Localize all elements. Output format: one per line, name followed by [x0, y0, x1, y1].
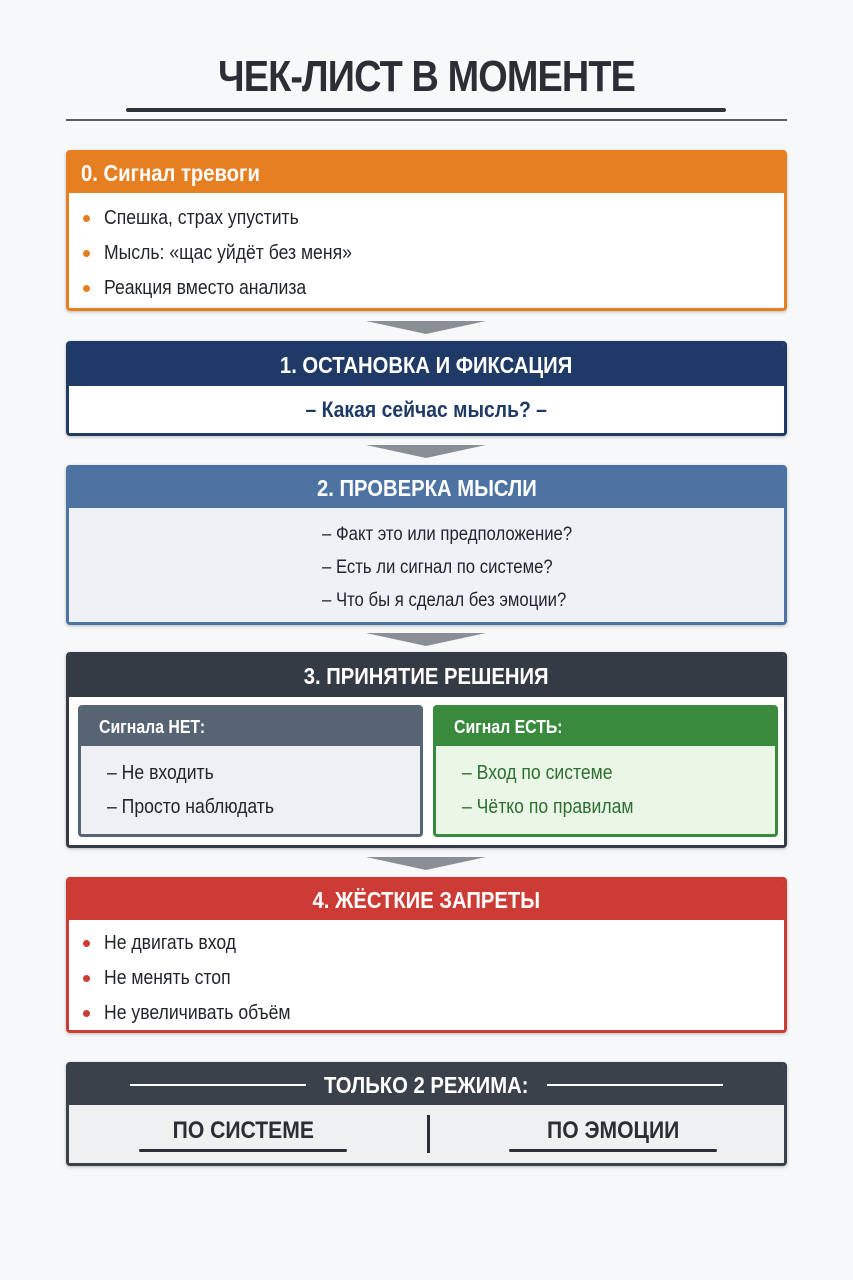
mode-emotion-label: ПО ЭМОЦИИ — [546, 1117, 680, 1144]
mode-system-underline — [139, 1149, 347, 1152]
step-4-body — [69, 920, 784, 1031]
question-item: – Факт это или предположение? — [322, 524, 573, 545]
step-2-card — [66, 465, 787, 625]
question-item: – Есть ли сигнал по системе? — [322, 557, 553, 578]
step-4-header — [69, 880, 784, 920]
step-0-list — [69, 193, 784, 306]
list-item: Мысль: «щас уйдёт без меня» — [83, 236, 784, 271]
list-item: – Чётко по правилам — [462, 796, 634, 818]
no-signal-header — [81, 708, 420, 746]
arrow-down-icon — [366, 445, 486, 458]
list-item: – Вход по системе — [462, 762, 613, 784]
mode-system-label: ПО СИСТЕМЕ — [172, 1117, 314, 1144]
question-item: – Что бы я сделал без эмоции? — [322, 590, 567, 611]
step-2-body — [69, 508, 784, 622]
title-divider — [66, 119, 787, 121]
step-0-body — [69, 193, 784, 306]
step-1-header — [69, 344, 784, 386]
bullet-dot-icon — [83, 250, 90, 257]
step-0-card — [66, 150, 787, 311]
step-3-heading: 3. ПРИНЯТИЕ РЕШЕНИЯ — [304, 662, 549, 689]
mode-emotion — [503, 1117, 723, 1152]
bullet-dot-icon — [83, 215, 90, 222]
no-signal-body — [81, 746, 420, 834]
list-item: Не менять стоп — [83, 961, 784, 996]
step-0-header — [69, 153, 784, 193]
step-2-heading: 2. ПРОВЕРКА МЫСЛИ — [316, 474, 537, 501]
list-item: Спешка, страх упустить — [83, 201, 784, 236]
step-1-prompt: – Какая сейчас мысль? – — [305, 396, 548, 422]
bullet-dot-icon — [83, 285, 90, 292]
arrow-down-icon — [366, 857, 486, 870]
mode-system — [133, 1117, 353, 1152]
step-3-header — [69, 655, 784, 697]
signal-header — [436, 708, 775, 746]
modes-body — [69, 1105, 784, 1163]
step-1-body — [69, 386, 784, 433]
step-0-heading: 0. Сигнал тревоги — [81, 159, 260, 186]
step-4-card — [66, 877, 787, 1033]
mode-emotion-underline — [509, 1149, 717, 1152]
arrow-down-icon — [366, 321, 486, 334]
arrow-down-icon — [366, 633, 486, 646]
step-2-header — [69, 468, 784, 508]
signal-heading: Сигнал ЕСТЬ: — [454, 716, 563, 737]
signal-body — [436, 746, 775, 834]
step-3-body — [69, 697, 784, 845]
list-item: Реакция вместо анализа — [83, 271, 784, 306]
step-1-card — [66, 341, 787, 436]
step-4-heading: 4. ЖЁСТКИЕ ЗАПРЕТЫ — [312, 886, 541, 913]
list-item: Не увеличивать объём — [83, 996, 784, 1031]
list-item: – Просто наблюдать — [107, 796, 275, 818]
page-title: ЧЕК-ЛИСТ В МОМЕНТЕ — [217, 52, 636, 101]
mode-divider — [427, 1115, 430, 1153]
header-rule-right — [547, 1084, 723, 1086]
bullet-dot-icon — [83, 975, 90, 982]
bullet-dot-icon — [83, 940, 90, 947]
list-item: – Не входить — [107, 762, 214, 784]
modes-header — [69, 1065, 784, 1105]
list-item: Не двигать вход — [83, 926, 784, 961]
no-signal-panel — [78, 705, 423, 837]
modes-heading: ТОЛЬКО 2 РЕЖИМА: — [324, 1071, 529, 1098]
title-underline — [126, 108, 726, 112]
step-3-card — [66, 652, 787, 848]
signal-panel — [433, 705, 778, 837]
header-rule-left — [130, 1084, 306, 1086]
bullet-dot-icon — [83, 1010, 90, 1017]
no-signal-heading: Сигнала НЕТ: — [99, 716, 206, 737]
modes-card — [66, 1062, 787, 1166]
step-1-heading: 1. ОСТАНОВКА И ФИКСАЦИЯ — [280, 351, 573, 378]
step-2-questions — [322, 518, 784, 617]
step-4-list — [69, 920, 784, 1031]
